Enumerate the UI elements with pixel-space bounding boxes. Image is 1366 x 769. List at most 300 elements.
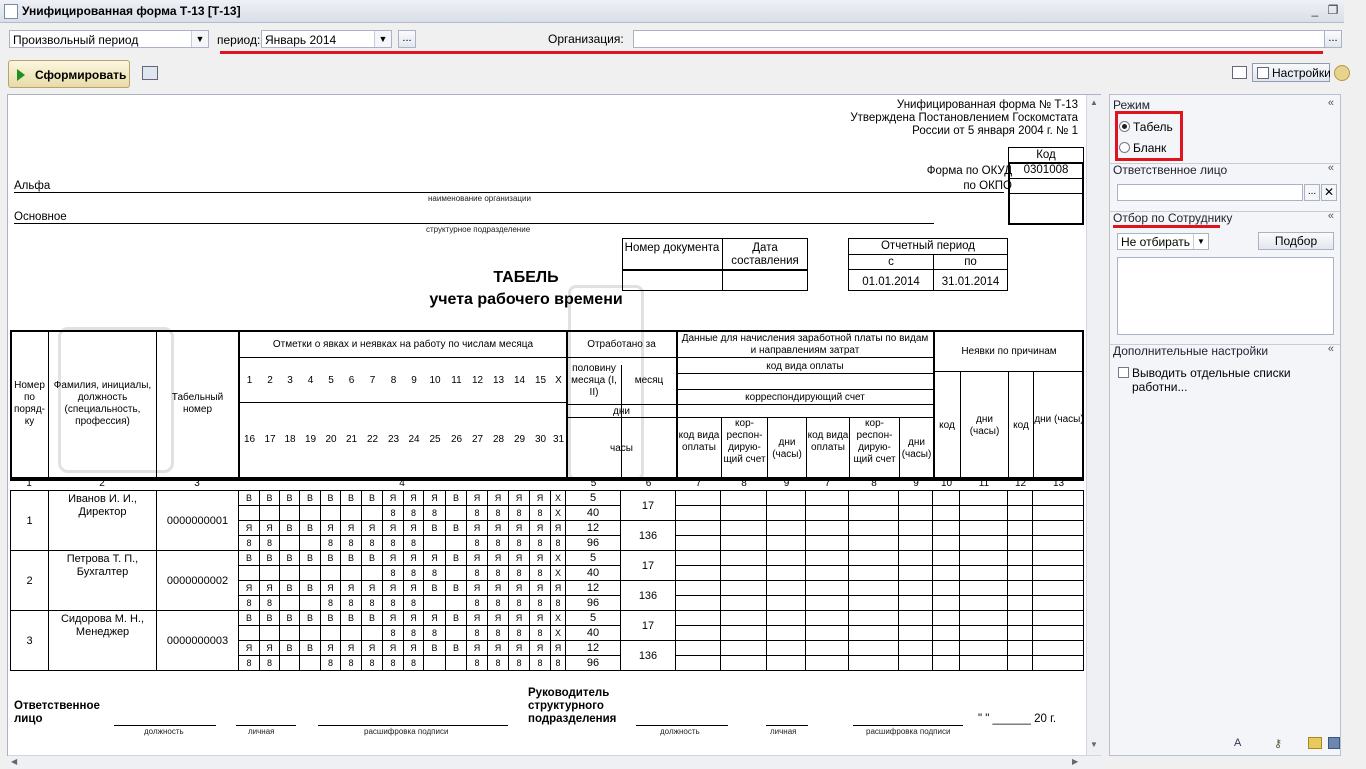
day-mark: Я	[530, 611, 551, 626]
day-mark: 8	[467, 566, 488, 581]
day-mark: 8	[467, 596, 488, 611]
empty-cell	[960, 551, 1008, 566]
day-mark: В	[280, 611, 300, 626]
day-mark: Я	[321, 521, 341, 536]
day-number: 9	[411, 375, 417, 386]
empty-cell	[849, 581, 899, 596]
month-value: 17	[621, 491, 676, 521]
select-employee-button[interactable]: Подбор	[1258, 232, 1334, 250]
empty-cell	[806, 491, 849, 506]
day-mark: 8	[404, 656, 424, 671]
day-mark: Я	[509, 491, 530, 506]
day-number: 14	[513, 375, 526, 386]
empty-cell	[767, 656, 806, 671]
table-view-icon[interactable]	[1232, 66, 1247, 79]
day-mark: Я	[362, 641, 383, 656]
mode-tabel-radio[interactable]	[1119, 121, 1130, 132]
day-mark: В	[446, 551, 467, 566]
day-number: 19	[304, 434, 317, 445]
choose-organization-button[interactable]: ...	[1324, 30, 1342, 48]
empty-cell	[767, 626, 806, 641]
day-mark: В	[446, 521, 467, 536]
day-mark: 8	[404, 566, 424, 581]
empty-cell	[806, 551, 849, 566]
day-mark: Я	[488, 491, 509, 506]
code-header: Код	[1008, 147, 1084, 163]
day-mark	[341, 626, 362, 641]
day-number: 1	[246, 375, 253, 386]
column-number: 7	[824, 478, 831, 489]
employee-rows	[10, 490, 1084, 671]
day-mark	[321, 506, 341, 521]
day-mark: 8	[239, 596, 260, 611]
empty-cell	[721, 551, 767, 566]
day-mark: Х	[551, 611, 566, 626]
chevron-down-icon[interactable]: ▼	[374, 31, 391, 47]
scroll-up-icon[interactable]: ▲	[1090, 98, 1098, 107]
day-mark: В	[239, 611, 260, 626]
col-name-header: Фамилия, инициалы, должность (специальность, профессия)	[53, 380, 152, 427]
separate-lists-checkbox[interactable]	[1118, 367, 1129, 378]
day-mark: Я	[530, 521, 551, 536]
settings-panel	[1109, 94, 1341, 756]
organization-input[interactable]	[633, 30, 1325, 48]
day-mark	[446, 506, 467, 521]
empty-cell	[960, 581, 1008, 596]
day-number: Х	[555, 375, 562, 386]
col-absence-header: Неявки по причинам	[961, 346, 1057, 357]
day-mark: Х	[551, 626, 566, 641]
day-mark: 8	[239, 536, 260, 551]
employee-num: 3	[11, 611, 49, 671]
head-label: Руководитель структурного подразделения	[528, 687, 617, 725]
clear-icon[interactable]: ✕	[1321, 184, 1337, 201]
scroll-left-icon[interactable]: ◀	[11, 757, 18, 766]
table-row	[11, 611, 1084, 626]
day-mark: Я	[551, 641, 566, 656]
half-month-value: 5	[566, 611, 621, 626]
font-icon[interactable]: A	[1234, 737, 1242, 749]
choose-period-button[interactable]: ...	[398, 30, 416, 48]
period-mode-select[interactable]: Произвольный период ▼	[9, 30, 209, 48]
empty-cell	[960, 566, 1008, 581]
day-mark	[362, 626, 383, 641]
empty-cell	[767, 536, 806, 551]
day-mark: Я	[467, 581, 488, 596]
day-mark: 8	[383, 626, 404, 641]
empty-cell	[849, 521, 899, 536]
day-mark: 8	[383, 536, 404, 551]
generate-button[interactable]: Сформировать	[8, 60, 130, 88]
empty-cell	[1008, 581, 1033, 596]
empty-cell	[721, 566, 767, 581]
day-mark: В	[260, 611, 280, 626]
day-mark: 8	[239, 656, 260, 671]
day-mark: В	[424, 641, 446, 656]
day-mark: Я	[239, 581, 260, 596]
folder-icon[interactable]	[1308, 737, 1322, 749]
day-mark: 8	[362, 656, 383, 671]
key-icon[interactable]: ⚷	[1274, 738, 1283, 750]
half-month-value: 5	[566, 491, 621, 506]
day-mark: В	[280, 551, 300, 566]
empty-cell	[806, 596, 849, 611]
day-mark: Я	[260, 521, 280, 536]
empty-cell	[721, 521, 767, 536]
empty-cell	[721, 611, 767, 626]
employee-name: Петрова Т. П., Бухгалтер	[49, 551, 157, 611]
responsible-label: Ответственное лицо	[14, 700, 100, 725]
print-icon[interactable]	[142, 66, 158, 80]
empty-cell	[1033, 656, 1084, 671]
day-mark: В	[300, 551, 321, 566]
empty-cell	[1033, 611, 1084, 626]
day-mark: В	[280, 641, 300, 656]
mode-blank-label: Бланк	[1133, 141, 1167, 155]
half-month-value: 96	[566, 596, 621, 611]
day-mark	[260, 506, 280, 521]
column-number: 7	[695, 478, 702, 489]
day-number: 25	[429, 434, 441, 445]
day-mark: 8	[530, 656, 551, 671]
day-mark: Я	[424, 491, 446, 506]
empty-cell	[1033, 581, 1084, 596]
period-label: период:	[217, 33, 261, 47]
day-mark: 8	[424, 626, 446, 641]
empty-cell	[960, 521, 1008, 536]
day-mark: 8	[509, 626, 530, 641]
period-select[interactable]: Январь 2014 ▼	[261, 30, 392, 48]
empty-cell	[849, 626, 899, 641]
half-month-value: 12	[566, 641, 621, 656]
empty-cell	[849, 611, 899, 626]
day-number: 31	[552, 434, 565, 445]
empty-cell	[767, 566, 806, 581]
empty-cell	[676, 596, 721, 611]
day-mark: Я	[404, 581, 424, 596]
empty-cell	[849, 551, 899, 566]
save-icon[interactable]	[1328, 737, 1340, 749]
choose-responsible-button[interactable]: ...	[1304, 184, 1320, 201]
date-field: " " ______ 20 г.	[978, 713, 1057, 725]
mode-section-header[interactable]: Режим «	[1113, 97, 1334, 112]
day-mark: 8	[383, 656, 404, 671]
day-mark	[280, 596, 300, 611]
form-icon	[4, 4, 18, 19]
day-mark: 8	[424, 506, 446, 521]
employee-name: Сидорова М. Н., Менеджер	[49, 611, 157, 671]
month-value: 136	[621, 581, 676, 611]
chevron-down-icon[interactable]: ▼	[191, 31, 208, 47]
day-mark: Я	[383, 641, 404, 656]
half-month-value: 96	[566, 656, 621, 671]
empty-cell	[933, 596, 960, 611]
filter-select[interactable]: Не отбирать ▼	[1117, 233, 1209, 250]
empty-cell	[676, 566, 721, 581]
empty-cell	[849, 656, 899, 671]
empty-cell	[899, 491, 933, 506]
empty-cell	[933, 611, 960, 626]
day-mark: В	[300, 521, 321, 536]
settings-button[interactable]: Настройки	[1252, 63, 1330, 82]
day-mark	[260, 566, 280, 581]
empty-cell	[767, 551, 806, 566]
organization-label: Организация:	[548, 32, 624, 46]
column-number: 9	[913, 478, 919, 489]
empty-cell	[960, 611, 1008, 626]
minimize-icon[interactable]: _	[1311, 3, 1319, 17]
day-mark	[321, 626, 341, 641]
empty-cell	[676, 656, 721, 671]
doc-number-label: Номер документа	[624, 242, 720, 254]
empty-cell	[721, 536, 767, 551]
empty-cell	[1008, 596, 1033, 611]
day-mark: Я	[509, 611, 530, 626]
day-mark: Я	[362, 581, 383, 596]
day-mark: 8	[530, 566, 551, 581]
scroll-down-icon[interactable]: ▼	[1090, 740, 1098, 749]
empty-cell	[767, 506, 806, 521]
day-mark: В	[446, 611, 467, 626]
day-mark	[280, 506, 300, 521]
day-mark: 8	[509, 566, 530, 581]
day-mark: 8	[383, 506, 404, 521]
column-number: 1	[26, 478, 32, 489]
empty-cell	[899, 536, 933, 551]
empty-cell	[721, 641, 767, 656]
month-value: 17	[621, 551, 676, 581]
day-mark: В	[300, 641, 321, 656]
empty-cell	[1033, 641, 1084, 656]
day-number: 8	[390, 375, 397, 386]
empty-cell	[933, 641, 960, 656]
day-mark	[424, 656, 446, 671]
day-number: 7	[369, 375, 376, 386]
day-mark	[446, 596, 467, 611]
day-mark: Я	[488, 581, 509, 596]
mode-blank-radio[interactable]	[1119, 142, 1130, 153]
day-mark: 8	[551, 536, 566, 551]
column-number: 3	[194, 478, 200, 489]
empty-cell	[767, 641, 806, 656]
empty-cell	[676, 521, 721, 536]
day-mark	[280, 626, 300, 641]
day-mark: 8	[509, 656, 530, 671]
empty-cell	[1008, 566, 1033, 581]
department-name: Основное	[14, 211, 67, 223]
empty-cell	[933, 581, 960, 596]
day-mark: Я	[260, 641, 280, 656]
day-mark: Я	[239, 641, 260, 656]
empty-cell	[676, 551, 721, 566]
day-number: 27	[471, 434, 484, 445]
day-mark: 8	[362, 596, 383, 611]
employee-filter-list[interactable]	[1117, 257, 1334, 335]
day-mark: В	[341, 551, 362, 566]
empty-cell	[933, 491, 960, 506]
column-number: 13	[1052, 478, 1065, 489]
day-number: 20	[325, 434, 337, 445]
organization-caption: наименование организации	[428, 194, 531, 203]
day-mark: Я	[509, 551, 530, 566]
empty-cell	[1033, 551, 1084, 566]
day-mark: 8	[260, 656, 280, 671]
empty-cell	[933, 551, 960, 566]
day-mark: Я	[321, 581, 341, 596]
empty-cell	[899, 506, 933, 521]
report-title: ТАБЕЛЬ	[493, 269, 559, 286]
responsible-input[interactable]	[1117, 184, 1303, 201]
day-mark: Я	[509, 521, 530, 536]
day-mark	[362, 506, 383, 521]
vertical-scrollbar[interactable]	[1086, 95, 1102, 755]
empty-cell	[1033, 536, 1084, 551]
day-mark	[446, 536, 467, 551]
day-number: 10	[429, 375, 441, 386]
day-mark: Я	[383, 521, 404, 536]
day-mark: 8	[551, 596, 566, 611]
day-mark: 8	[404, 626, 424, 641]
empty-cell	[676, 626, 721, 641]
day-mark	[446, 656, 467, 671]
settings-icon	[1257, 67, 1269, 79]
day-number: 12	[471, 375, 484, 386]
day-number: 3	[287, 375, 293, 386]
day-mark: В	[362, 551, 383, 566]
day-mark: 8	[341, 536, 362, 551]
empty-cell	[899, 626, 933, 641]
empty-cell	[933, 656, 960, 671]
day-mark	[446, 626, 467, 641]
empty-cell	[849, 536, 899, 551]
day-number: 26	[450, 434, 463, 445]
column-number: 5	[590, 478, 597, 489]
day-mark: Я	[239, 521, 260, 536]
empty-cell	[806, 536, 849, 551]
table-row	[11, 551, 1084, 566]
day-mark: Я	[509, 581, 530, 596]
filter-section-header[interactable]: Отбор по Сотруднику «	[1113, 210, 1334, 225]
column-number: 11	[978, 478, 990, 489]
day-mark: Я	[404, 611, 424, 626]
empty-cell	[899, 551, 933, 566]
empty-cell	[721, 656, 767, 671]
chevron-down-icon: ▼	[1193, 234, 1208, 249]
day-mark: Я	[404, 491, 424, 506]
empty-cell	[721, 491, 767, 506]
day-mark: В	[280, 581, 300, 596]
day-mark: Я	[488, 551, 509, 566]
day-mark	[341, 506, 362, 521]
report-subtitle: учета рабочего времени	[429, 291, 623, 308]
day-mark: В	[341, 611, 362, 626]
day-mark: Я	[467, 611, 488, 626]
day-mark: 8	[467, 506, 488, 521]
empty-cell	[899, 596, 933, 611]
day-number: 24	[408, 434, 420, 445]
empty-cell	[676, 536, 721, 551]
play-icon	[17, 69, 25, 81]
empty-cell	[1008, 521, 1033, 536]
employee-tab: 0000000001	[157, 491, 239, 551]
day-number: 2	[267, 375, 273, 386]
empty-cell	[1033, 566, 1084, 581]
day-mark: Я	[424, 611, 446, 626]
period-label: Отчетный период	[880, 240, 976, 252]
day-mark: 8	[488, 656, 509, 671]
empty-cell	[1008, 551, 1033, 566]
empty-cell	[933, 566, 960, 581]
day-mark: Я	[551, 581, 566, 596]
day-mark: Я	[530, 581, 551, 596]
empty-cell	[767, 521, 806, 536]
day-mark: 8	[530, 596, 551, 611]
empty-cell	[899, 581, 933, 596]
day-mark: В	[239, 491, 260, 506]
empty-cell	[806, 566, 849, 581]
day-mark: 8	[509, 596, 530, 611]
empty-cell	[899, 566, 933, 581]
report-sheet: Унифицированная форма № Т-13 Утверждена Постановлением Госкомстата России от 5 января 2004 г. № 1 Код 0301008 Форма по ОКУД по ОКПО Альфа наименование организации Основное структурное подразделение Номер документа Дата составления Отчетный период с по 01.01.2014 31.01.2014 ТАБЕЛЬ учета рабочего времени Номер по поряд-ку Фамилия, инициалы, должность (специальность, профессия) Табельный номер Отметки о явках и неявках на работу по числам месяца Отработано за половину месяца (I, II) месяц дни часы Данные для начисления заработной платы по видам и направлениям затрат код вида оплаты корреспондирующий счет код вида оплаты кор-респон-дирую-щий счет дни (часы) код вида оплаты кор-респон-дирую-щий счет дни (часы) Неявки по причинам код дни (часы) код дни (часы) 1 2 3 4 5 6 7 8 9 10 11 12 13 14 15 Х 16 17 18 19 20 21 22 23 24 25 26 27 28 29 30 31 1 2 3 4 5 6 7 8 9 7 8 9 10 11 12 13 1 Иванов И. И., Директор 0000000001 В В В В В В В Я Я Я В Я Я Я Я Х 5 17 8 8 8 8 8 8 8 Х 40 Я Я В В Я Я Я Я Я В В Я Я Я Я Я 12 136 8 8 8 8 8 8 8 8 8 8 8 8 96 2 Петрова Т. П., Бухгалтер 0000000002 В В В В В В В Я Я Я В Я Я Я Я Х 5 17 8 8 8 8 8 8 8 Х 40 Я Я В В Я Я Я Я Я В В Я Я Я Я Я 12 136 8 8 8 8 8 8 8 8 8 8 8 8 96 3 Сидорова М. Н., Менеджер 0000000003 В В В В В В В Я Я Я В Я Я Я Я Х 5 17 8 8 8 8 8 8 8 Х 40 Я Я В В Я Я Я Я Я В В Я Я Я Я Я 12 136 8 8 8 8 8 8 8 8 8 8 8 8 96 Ответственное лицо должность личная расшифровка подписи Руководитель структурного подразделения должность личная расшифровка подписи " " ______ 20 г.	[7, 94, 1101, 756]
organization-name: Альфа	[14, 180, 51, 192]
day-mark: В	[321, 491, 341, 506]
day-mark: В	[280, 521, 300, 536]
responsible-section-header[interactable]: Ответственное лицо «	[1113, 162, 1334, 177]
day-number: 22	[366, 434, 379, 445]
day-mark: 8	[424, 566, 446, 581]
extra-section-header[interactable]: Дополнительные настройки «	[1113, 343, 1334, 358]
day-mark: Я	[383, 551, 404, 566]
scroll-right-icon[interactable]: ▶	[1072, 757, 1079, 766]
half-month-value: 5	[566, 551, 621, 566]
day-mark: 8	[341, 656, 362, 671]
empty-cell	[933, 626, 960, 641]
day-mark: В	[446, 641, 467, 656]
empty-cell	[960, 491, 1008, 506]
day-mark: 8	[509, 506, 530, 521]
day-number: 5	[328, 375, 334, 386]
day-mark: Я	[551, 521, 566, 536]
day-mark: 8	[362, 536, 383, 551]
empty-cell	[960, 626, 1008, 641]
day-mark: В	[300, 581, 321, 596]
column-number: 9	[783, 478, 790, 489]
day-mark: Я	[488, 641, 509, 656]
period-from: 01.01.2014	[862, 276, 920, 288]
day-number: 4	[307, 375, 314, 386]
day-mark	[300, 656, 321, 671]
day-mark: Я	[383, 581, 404, 596]
col-marks-header: Отметки о явках и неявках на работу по числам месяца	[272, 339, 534, 350]
horizontal-scrollbar[interactable]	[8, 755, 1101, 769]
okud-value: 0301008	[1023, 164, 1069, 176]
empty-cell	[767, 611, 806, 626]
restore-icon[interactable]: ❐	[1327, 3, 1339, 17]
empty-cell	[899, 656, 933, 671]
day-mark: Х	[551, 506, 566, 521]
day-mark	[321, 566, 341, 581]
day-mark: 8	[341, 596, 362, 611]
day-mark: Я	[530, 641, 551, 656]
day-mark: 8	[509, 536, 530, 551]
day-mark: Я	[383, 611, 404, 626]
empty-cell	[721, 626, 767, 641]
empty-cell	[960, 506, 1008, 521]
help-icon[interactable]	[1334, 65, 1350, 81]
day-mark: Я	[404, 641, 424, 656]
empty-cell	[806, 581, 849, 596]
empty-cell	[1033, 506, 1084, 521]
